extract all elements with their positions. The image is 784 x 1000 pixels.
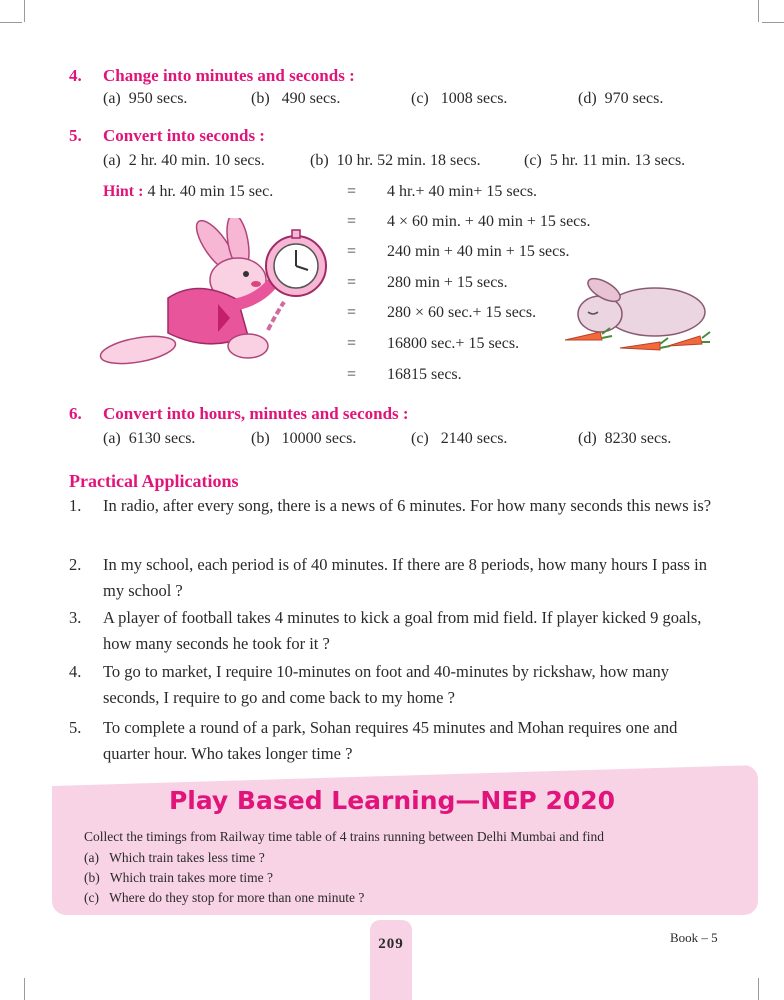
question-5-number: 5. [69,126,82,145]
page-number: 209 [378,936,404,952]
practical-item-number: 3. [69,608,82,627]
q6-option-a: (a) 6130 secs. [103,430,196,447]
banner-title: Play Based Learning—NEP 2020 [168,786,616,815]
banner-intro: Collect the timings from Railway time table of 4 trains running between Delhi Mumbai and find [84,829,605,844]
q6-option-d: (d) 8230 secs. [578,430,672,447]
crop-mark [24,978,25,1000]
q4-option-b: (b) 490 secs. [251,90,341,107]
hint-text: 4 hr. 40 min 15 sec. [147,183,274,200]
crop-mark [758,0,759,22]
banner-item-b: (b) Which train takes more time ? [84,870,273,885]
question-6-number: 6. [69,404,82,423]
q6-option-b: (b) 10000 secs. [251,430,357,447]
hint-label: Hint : [103,183,144,200]
hint-step: 16815 secs. [387,366,462,383]
crop-mark [0,22,22,23]
question-6-title: Convert into hours, minutes and seconds : [103,404,409,423]
equals-sign: = [347,335,357,352]
question-4-number: 4. [69,66,82,85]
equals-sign: = [347,274,357,291]
sleeping-bunny-illustration [560,270,715,358]
equals-sign: = [347,243,357,260]
practical-item-text: A player of football takes 4 minutes to kick a goal from mid field. If player kicked 9 goals, how many seconds he took for it ? [103,608,702,653]
equals-sign: = [347,366,357,383]
question-5-title: Convert into seconds : [103,126,265,145]
practical-item-text: In radio, after every song, there is a news of 6 minutes. For how many seconds this news is? [103,496,712,515]
q6-option-c: (c) 2140 secs. [411,430,508,447]
page-number-tab [370,920,412,1000]
question-4-title: Change into minutes and seconds : [103,66,355,85]
hint-step: 240 min + 40 min + 15 secs. [387,243,570,260]
book-label: Book – 5 [670,930,718,945]
practical-applications-heading: Practical Applications [69,471,239,491]
practical-item-number: 5. [69,718,82,737]
q4-option-a: (a) 950 secs. [103,90,188,107]
hint-step: 280 × 60 sec.+ 15 secs. [387,304,537,321]
banner-item-a: (a) Which train takes less time ? [84,850,265,865]
equals-sign: = [347,183,357,200]
practical-item-number: 1. [69,496,82,515]
equals-sign: = [347,213,357,230]
hint-step: 4 × 60 min. + 40 min + 15 secs. [387,213,591,230]
banner-item-c: (c) Where do they stop for more than one minute ? [84,890,365,905]
q4-option-c: (c) 1008 secs. [411,90,508,107]
equals-sign: = [347,304,357,321]
hint-step: 4 hr.+ 40 min+ 15 secs. [387,183,538,200]
q5-option-c: (c) 5 hr. 11 min. 13 secs. [524,152,686,169]
rabbit-watch-illustration [98,218,338,370]
practical-item-text: To complete a round of a park, Sohan requires 45 minutes and Mohan requires one and quarter hour. Who takes longer time ? [103,718,678,763]
q4-option-d: (d) 970 secs. [578,90,664,107]
hint [103,183,273,201]
practical-item-number: 2. [69,555,82,574]
q5-option-b: (b) 10 hr. 52 min. 18 secs. [310,152,481,169]
crop-mark [24,0,25,22]
crop-mark [758,978,759,1000]
q5-option-a: (a) 2 hr. 40 min. 10 secs. [103,152,265,169]
hint-step: 280 min + 15 secs. [387,274,508,291]
practical-item-number: 4. [69,662,82,681]
practical-item-text: In my school, each period is of 40 minutes. If there are 8 periods, how many hours I pass in my school ? [103,555,707,600]
practical-item-text: To go to market, I require 10-minutes on foot and 40-minutes by rickshaw, how many seconds, I require to go and come back to my home ? [103,662,669,707]
crop-mark [762,22,784,23]
hint-step: 16800 sec.+ 15 secs. [387,335,520,352]
